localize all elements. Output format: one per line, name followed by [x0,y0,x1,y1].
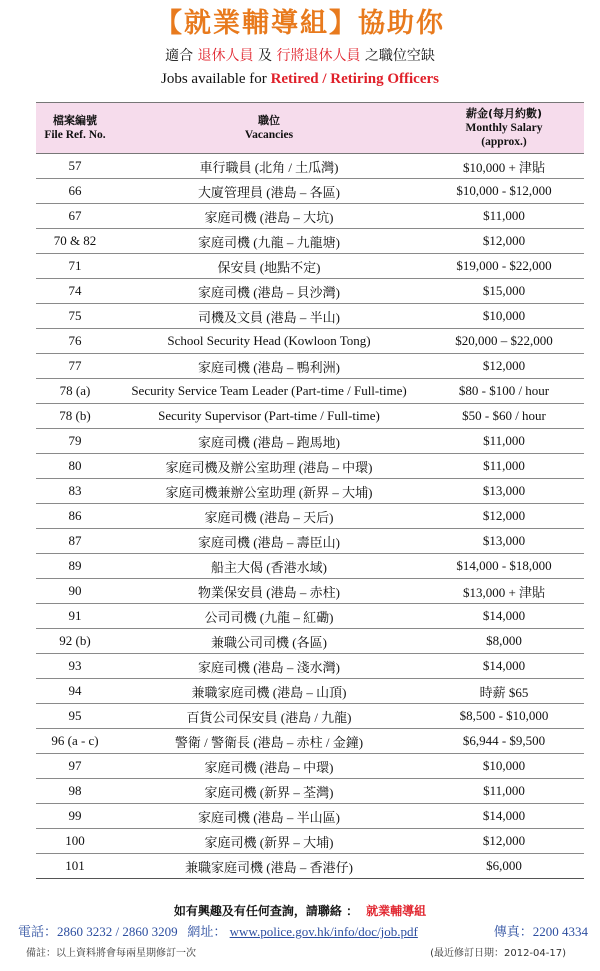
table-row [36,354,584,379]
contact-details [18,921,588,940]
cell-file-ref: 95 [36,704,114,729]
cell-salary: $8,500 - $10,000 [424,704,584,729]
header-salary-cn: 薪金(每月約數) [465,107,543,120]
table-row [36,604,584,629]
cell-file-ref: 77 [36,354,114,379]
header-salary-en: Monthly Salary [465,122,543,134]
table-row [36,304,584,329]
cell-vacancy: Security Supervisor (Part-time / Full-time) [114,404,424,429]
table-row [36,379,584,404]
cell-vacancy: School Security Head (Kowloon Tong) [114,329,424,354]
cell-salary: $12,000 [424,354,584,379]
cell-salary: $80 - $100 / hour [424,379,584,404]
cell-file-ref: 71 [36,254,114,279]
cell-file-ref: 90 [36,579,114,604]
website-link[interactable]: www.police.gov.hk/info/doc/job.pdf [229,924,418,939]
table-row [36,854,584,879]
cell-salary: $10,000 - $12,000 [424,179,584,204]
cell-salary: $13,000 + 津貼 [424,579,584,604]
header-vacancies-cn: 職位 [258,114,280,127]
cell-vacancy: 兼職家庭司機 (港島 – 香港仔) [114,854,424,879]
table-row [36,154,584,179]
header-salary [424,103,584,154]
table-row [36,679,584,704]
table-row [36,504,584,529]
cell-file-ref: 57 [36,154,114,179]
cell-salary: $10,000 + 津貼 [424,154,584,179]
fax-number: 傳真：2200 4334 [493,924,588,939]
subtitle-cn-and: 及 [258,48,272,64]
header-file-ref-en: File Ref. No. [44,129,106,141]
cell-file-ref: 92 (b) [36,629,114,654]
subtitle-cn-prefix: 適合 [165,48,194,64]
table-row [36,829,584,854]
table-row [36,704,584,729]
table-row [36,254,584,279]
cell-salary: $13,000 [424,479,584,504]
contact-line [0,902,600,919]
cell-vacancy: 兼職家庭司機 (港島 – 山頂) [114,679,424,704]
header-vacancies [114,103,424,154]
cell-file-ref: 91 [36,604,114,629]
cell-vacancy: Security Service Team Leader (Part-time / Full-time) [114,379,424,404]
phone-numbers: 電話：2860 3232 / 2860 3209 [18,924,178,939]
cell-file-ref: 98 [36,779,114,804]
subtitle-english [0,68,600,90]
table-row [36,579,584,604]
cell-vacancy: 公司司機 (九龍 – 紅磡) [114,604,424,629]
cell-salary: $8,000 [424,629,584,654]
table-row [36,279,584,304]
cell-salary: $11,000 [424,779,584,804]
cell-file-ref: 66 [36,179,114,204]
cell-file-ref: 79 [36,429,114,454]
cell-vacancy: 保安員 (地點不定) [114,254,424,279]
cell-salary: $10,000 [424,754,584,779]
cell-file-ref: 78 (a) [36,379,114,404]
cell-file-ref: 99 [36,804,114,829]
cell-salary: $14,000 [424,654,584,679]
revision-date: (最近修訂日期：2012-04-17) [430,948,566,959]
cell-salary: $50 - $60 / hour [424,404,584,429]
table-row [36,804,584,829]
table-row [36,754,584,779]
footnote [26,944,566,959]
subtitle-cn-suffix: 之職位空缺 [364,48,435,64]
cell-salary: $6,000 [424,854,584,879]
cell-salary: $15,000 [424,279,584,304]
contact-unit: 就業輔導組 [366,904,427,918]
cell-salary: $6,944 - $9,500 [424,729,584,754]
cell-file-ref: 74 [36,279,114,304]
cell-vacancy: 家庭司機 (港島 – 貝沙灣) [114,279,424,304]
revision-note: 備註：以上資料將會每兩星期修訂一次 [26,948,196,959]
cell-salary: $12,000 [424,829,584,854]
cell-vacancy: 船主大偈 (香港水域) [114,554,424,579]
table-row [36,479,584,504]
table-row [36,429,584,454]
table-row [36,454,584,479]
cell-file-ref: 80 [36,454,114,479]
cell-vacancy: 家庭司機 (港島 – 壽臣山) [114,529,424,554]
cell-file-ref: 100 [36,829,114,854]
table-row [36,654,584,679]
cell-file-ref: 83 [36,479,114,504]
table-row [36,204,584,229]
cell-vacancy: 司機及文員 (港島 – 半山) [114,304,424,329]
cell-file-ref: 87 [36,529,114,554]
cell-file-ref: 75 [36,304,114,329]
cell-salary: $12,000 [424,229,584,254]
cell-vacancy: 大廈管理員 (港島 – 各區) [114,179,424,204]
table-row [36,779,584,804]
table-row [36,229,584,254]
table-header-row [36,103,584,154]
cell-salary: $12,000 [424,504,584,529]
cell-file-ref: 96 (a - c) [36,729,114,754]
cell-file-ref: 67 [36,204,114,229]
cell-vacancy: 物業保安員 (港島 – 赤柱) [114,579,424,604]
cell-vacancy: 家庭司機 (港島 – 中環) [114,754,424,779]
cell-salary: $14,000 [424,804,584,829]
cell-file-ref: 76 [36,329,114,354]
cell-salary: $11,000 [424,454,584,479]
cell-salary: $10,000 [424,304,584,329]
cell-salary: 時薪 $65 [424,679,584,704]
table-row [36,629,584,654]
cell-vacancy: 兼職公司司機 (各區) [114,629,424,654]
cell-file-ref: 70 & 82 [36,229,114,254]
subtitle-chinese [0,46,600,66]
cell-vacancy: 家庭司機 (新界 – 大埔) [114,829,424,854]
cell-vacancy: 車行職員 (北角 / 土瓜灣) [114,154,424,179]
cell-file-ref: 101 [36,854,114,879]
cell-vacancy: 家庭司機 (新界 – 荃灣) [114,779,424,804]
cell-vacancy: 家庭司機 (港島 – 大坑) [114,204,424,229]
header-file-ref-cn: 檔案編號 [53,114,97,127]
page-title: 【就業輔導組】協助你 [155,8,445,39]
table-row [36,404,584,429]
cell-salary: $20,000 – $22,000 [424,329,584,354]
table-row [36,179,584,204]
header-vacancies-en: Vacancies [244,129,294,141]
cell-vacancy: 家庭司機 (九龍 – 九龍塘) [114,229,424,254]
website-label: 網址： [187,924,227,939]
cell-salary: $14,000 [424,604,584,629]
cell-vacancy: 百貨公司保安員 (港島 / 九龍) [114,704,424,729]
table-row [36,554,584,579]
cell-file-ref: 94 [36,679,114,704]
cell-salary: $14,000 - $18,000 [424,554,584,579]
table-row [36,329,584,354]
subtitle-en-highlight: Retired / Retiring Officers [270,71,439,87]
cell-vacancy: 家庭司機 (港島 – 半山區) [114,804,424,829]
contact-text: 如有興趣及有任何查詢，請聯絡 ： [173,904,359,918]
table-row [36,529,584,554]
cell-vacancy: 家庭司機 (港島 – 淺水灣) [114,654,424,679]
cell-file-ref: 97 [36,754,114,779]
header-salary-approx: (approx.) [481,136,527,148]
cell-file-ref: 86 [36,504,114,529]
cell-salary: $19,000 - $22,000 [424,254,584,279]
cell-vacancy: 家庭司機 (港島 – 天后) [114,504,424,529]
cell-vacancy: 家庭司機 (港島 – 鴨利洲) [114,354,424,379]
cell-vacancy: 警衛 / 警衛長 (港島 – 赤柱 / 金鐘) [114,729,424,754]
subtitle-en-prefix: Jobs available for [161,71,271,87]
cell-vacancy: 家庭司機及辦公室助理 (港島 – 中環) [114,454,424,479]
cell-salary: $13,000 [424,529,584,554]
cell-file-ref: 93 [36,654,114,679]
cell-file-ref: 78 (b) [36,404,114,429]
cell-file-ref: 89 [36,554,114,579]
header-file-ref [36,103,114,154]
cell-vacancy: 家庭司機兼辦公室助理 (新界 – 大埔) [114,479,424,504]
table-row [36,729,584,754]
cell-salary: $11,000 [424,429,584,454]
cell-vacancy: 家庭司機 (港島 – 跑馬地) [114,429,424,454]
cell-salary: $11,000 [424,204,584,229]
subtitle-cn-retired: 退休人員 [197,48,254,64]
subtitle-cn-retiring: 行將退休人員 [276,48,361,64]
jobs-table [36,102,584,879]
